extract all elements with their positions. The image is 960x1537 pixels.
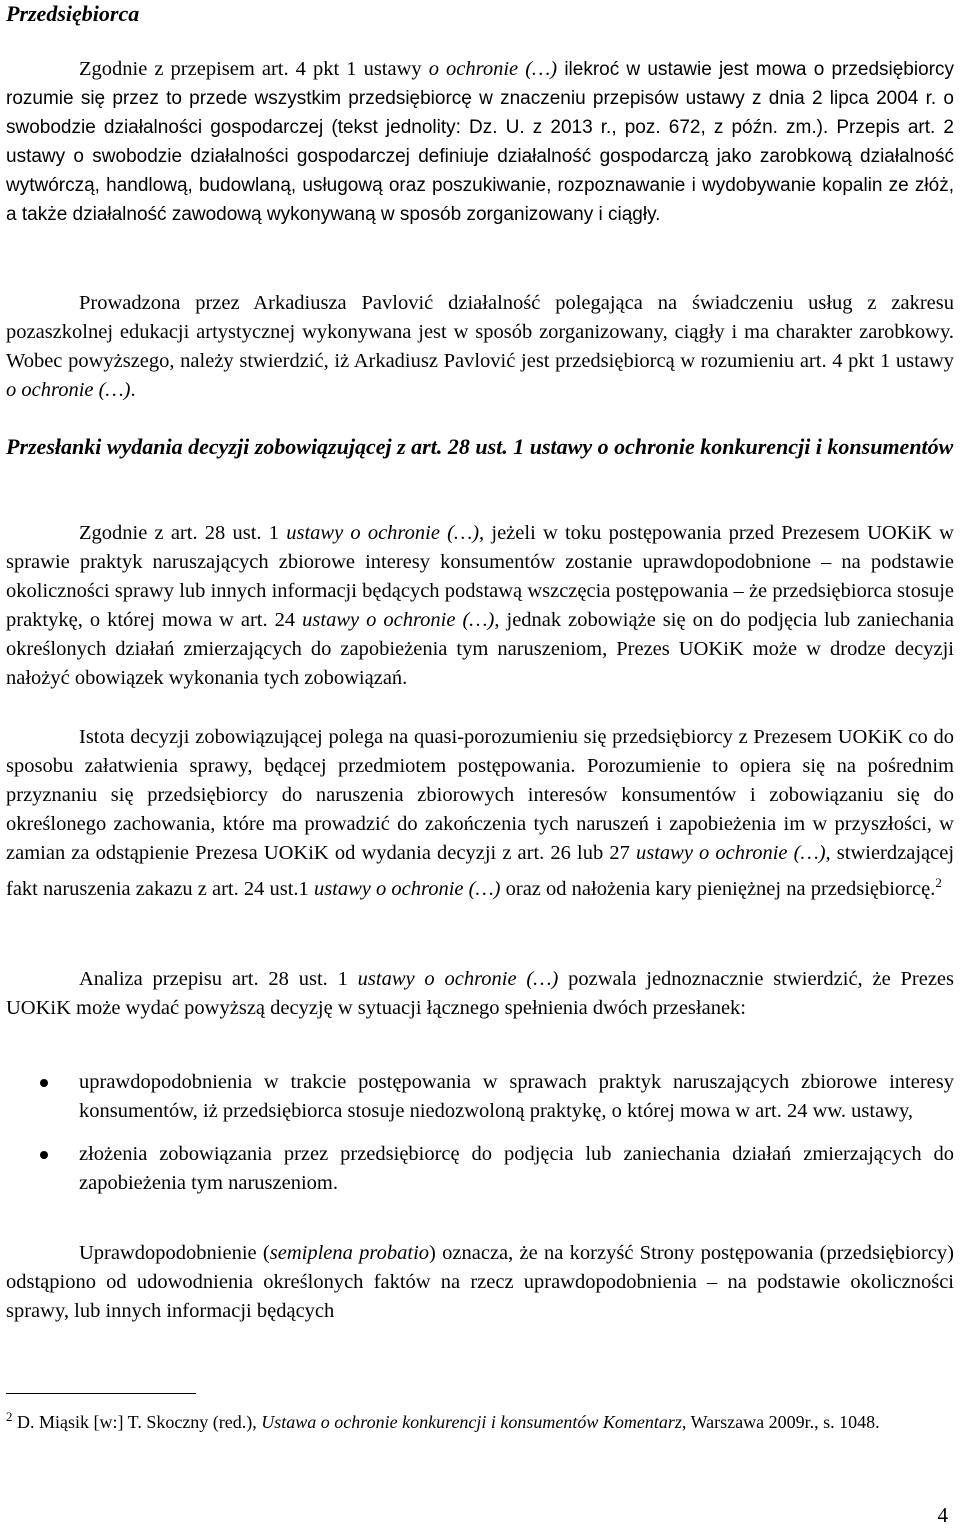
list-item-text: złożenia zobowiązania przez przedsiębiorcę do podjęcia lub zaniechania działań zmierzających do zapobieżenia tym naruszeniom. <box>79 1143 954 1194</box>
text-run: . <box>130 379 136 401</box>
paragraph-pavlovic <box>6 289 954 405</box>
page-number: 4 <box>937 1503 948 1527</box>
text-run: Uprawdopodobnienie ( <box>79 1242 270 1264</box>
italic-term: semiplena probatio <box>269 1242 430 1264</box>
text-run: , jednak zobowiąże się on do podjęcia lub zaniechania określonych działań zmierzających do zapobieżenia tym naruszeniom, Prezes UOKiK może w drodze decyzji nałożyć obowiązek wykonania tych zobowiązań. <box>6 609 954 689</box>
footnote-text: D. Miąsik [w:] T. Skoczny (red.), <box>12 1412 262 1432</box>
text-run: , stwierdzającej fakt naruszenia zakazu z art. 24 ust.1 <box>6 842 955 900</box>
italic-citation: ustawy o ochronie (…) <box>302 609 495 631</box>
paragraph-uprawdopodobnienie <box>6 1239 954 1326</box>
text-run: Zgodnie z art. 28 ust. 1 <box>79 522 287 544</box>
text-run: Zgodnie z przepisem art. 4 pkt 1 ustawy <box>79 58 429 80</box>
italic-citation: ustawy o ochronie (…) <box>286 522 480 544</box>
paragraph-analiza <box>6 965 954 1023</box>
paragraph-art28 <box>6 519 954 693</box>
footnote-text: , Warszawa 2009r., s. 1048. <box>681 1412 880 1432</box>
text-run: pozwala jednoznacznie stwierdzić, że Prezes UOKiK może wydać powyższą decyzję w sytuacji łącznego spełnienia dwóch przesłanek: <box>6 968 955 1019</box>
text-run: ) oznacza, że na korzyść Strony postępowania (przedsiębiorcy) odstąpiono od udowodnienia określonych faktów na rzecz uprawdopodobnienia – na podstawie okoliczności sprawy, lub innych informacji będących <box>6 1242 955 1322</box>
italic-citation: ustawy o ochronie (…) <box>313 877 501 900</box>
bullet-icon <box>40 1151 48 1159</box>
italic-citation: o ochronie (…) <box>428 58 558 80</box>
footnote-divider <box>6 1393 196 1394</box>
text-run: Istota decyzji zobowiązującej polega na quasi-porozumieniu się przedsiębiorcy z Prezesem UOKiK co do sposobu załatwienia sprawy, będącej przedmiotem postępowania. Porozumienie to opiera się na pośrednim przyznaniu się przedsiębiorcy do naruszenia zbiorowych interesów konsumentów i zobowiązaniu się do określonego zachowania, które ma prowadzić do zakończenia tych naruszeń i zapobieżenia im w przyszłości, w zamian za odstąpienie Prezesa UOKiK od wydania decyzji z art. 26 lub 27 <box>6 726 954 864</box>
bullet-icon <box>40 1079 48 1087</box>
list-item <box>6 1068 954 1126</box>
italic-citation: ustawy o ochronie (…) <box>357 968 559 990</box>
italic-citation: o ochronie (…) <box>6 379 131 401</box>
premises-list <box>6 1068 954 1212</box>
paragraph-istota <box>6 723 954 904</box>
list-item-text: uprawdopodobnienia w trakcie postępowania w sprawach praktyk naruszających zbiorowe interesy konsumentów, iż przedsiębiorca stosuje niedozwoloną praktykę, o której mowa w art. 24 ww. ustawy, <box>79 1071 954 1122</box>
text-run: oraz od nałożenia kary pieniężnej na przedsiębiorcę. <box>500 877 936 900</box>
text-run: Analiza przepisu art. 28 ust. 1 <box>79 968 358 990</box>
text-run: Prowadzona przez Arkadiusza Pavlović działalność polegająca na świadczeniu usług z zakresu pozaszkolnej edukacji artystycznej wykonywana jest w sposób zorganizowany, ciągły i ma charakter zarobkowy. Wobec powyższego, należy stwierdzić, iż Arkadiusz Pavlović jest przedsiębiorcą w rozumieniu art. 4 pkt 1 ustawy <box>6 292 954 372</box>
list-item <box>6 1140 954 1198</box>
italic-citation: ustawy o ochronie (…) <box>635 842 826 864</box>
text-run: , jeżeli w toku postępowania przed Prezesem UOKiK w sprawie praktyk naruszających zbiorowe interesy konsumentów zostanie uprawdopodobnione – na podstawie okoliczności sprawy lub innych informacji będących podstawą wszczęcia postępowania – że przedsiębiorca stosuje praktykę, o której mowa w art. 24 <box>6 522 954 631</box>
footnote-title: Ustawa o ochronie konkurencji i konsumentów Komentarz <box>261 1412 682 1432</box>
section-heading-przeslanki: Przesłanki wydania decyzji zobowiązującej z art. 28 ust. 1 ustawy o ochronie konkurencji i konsumentów <box>6 434 954 459</box>
paragraph-definition <box>6 55 954 229</box>
footnote-reference[interactable]: 2 <box>935 875 942 890</box>
section-heading-przedsiebiorca: Przedsiębiorca <box>6 1 140 26</box>
text-run: ilekroć w ustawie jest mowa o przedsiębiorcy rozumie się przez to przede wszystkim przedsiębiorcę w znaczeniu przepisów ustawy z dnia 2 lipca 2004 r. o swobodzie działalności gospodarczej (tekst jednolity: Dz. U. z 2013 r., poz. 672, z późn. zm.). Przepis art. 2 ustawy o swobodzie działalności gospodarczej definiuje działalność gospodarczą jako zarobkową działalność wytwórczą, handlową, budowlaną, usługową oraz poszukiwanie, rozpoznawanie i wydobywanie kopalin ze złóż, a także działalność zawodową wykonywaną w sposób zorganizowany i ciągły. <box>6 59 954 225</box>
footnote-marker: 2 <box>6 1409 13 1424</box>
footnote <box>6 1404 954 1435</box>
